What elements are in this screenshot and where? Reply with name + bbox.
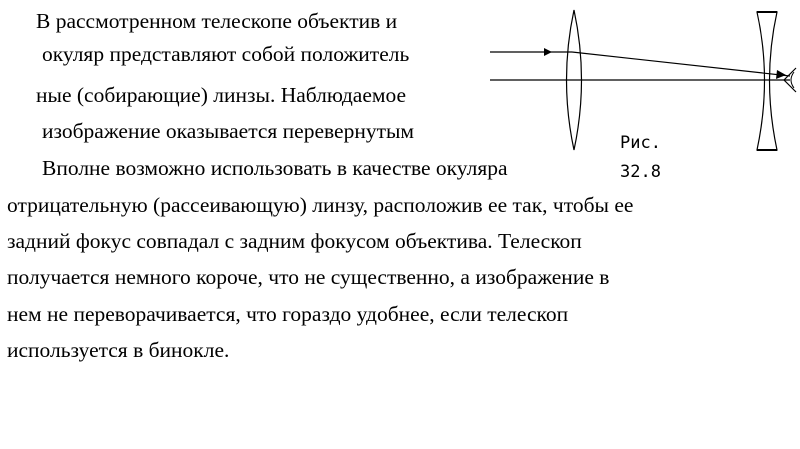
text-line: используется в бинокле. — [7, 338, 230, 362]
figure-caption: Рис. — [620, 133, 661, 153]
text-line: отрицательную (рассеивающую) линзу, расположив ее так, чтобы ее — [7, 193, 634, 217]
text-line: ные (собирающие) линзы. Наблюдаемое — [36, 83, 407, 107]
text-line: получается немного короче, что не существенно, а изображение в — [7, 265, 610, 289]
figure-caption: 32.8 — [620, 162, 661, 182]
text-line: Вполне возможно использовать в качестве окуляра — [42, 156, 508, 180]
text-line: изображение оказывается перевернутым — [42, 119, 415, 143]
text-line: нем не переворачивается, что гораздо удобнее, если телескоп — [7, 302, 569, 326]
text-line: В рассмотренном телескопе объектив и — [36, 9, 398, 33]
text-line: окуляр представляют собой положитель — [42, 42, 410, 66]
text-line: задний фокус совпадал с задним фокусом объектива. Телескоп — [7, 229, 582, 253]
